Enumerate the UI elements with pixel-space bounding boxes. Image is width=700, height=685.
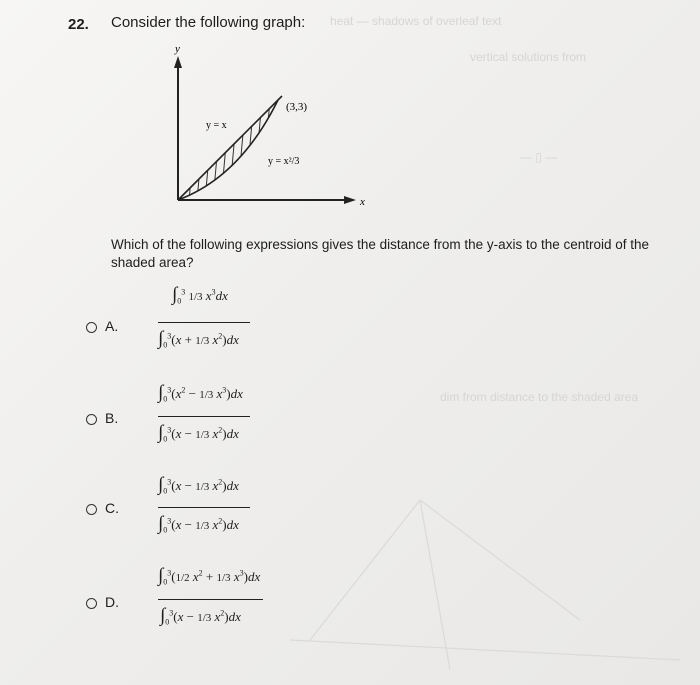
line-label: y = x [206,120,227,131]
option-c[interactable] [86,500,119,516]
option-c-fraction-bar [158,507,250,508]
question-number: 22. [68,16,89,33]
option-d-fraction-bar [158,599,263,600]
radio-b[interactable] [86,414,97,425]
option-c-letter: C. [105,500,119,516]
bleed-through-diagram [280,430,700,680]
x-axis-label: x [360,196,365,208]
y-axis-arrow [174,56,182,68]
option-c-denominator: $\int_0^3(x - 1/3$ $x^2)dx$ [158,513,239,535]
question-prompt: Which of the following expressions gives the distance from the y-axis to the centroid of the shaded area? [111,237,650,270]
radio-d[interactable] [86,598,97,609]
option-b-denominator: $\int_0^3(x - 1/3$ $x^2)dx$ [158,422,239,444]
point-label: (3,3) [286,101,308,113]
option-b-letter: B. [105,410,119,426]
option-d-letter: D. [105,594,119,610]
line-y-equals-x [178,96,282,200]
option-b-fraction-bar [158,416,250,417]
option-c-numerator: $\int_0^3(x - 1/3$ $x^2)dx$ [158,474,239,496]
option-a[interactable] [86,318,118,334]
option-d-numerator: $\int_0^3(1/2$ $x^2 + 1/3$ $x^3)dx$ [158,565,261,587]
curve-label: y = x²/3 [268,156,300,167]
radio-a[interactable] [86,322,97,333]
question-text: Consider the following graph: [111,14,306,31]
x-axis-arrow [344,196,356,204]
option-d[interactable] [86,594,119,610]
y-axis-label: y [175,43,180,55]
option-a-denominator: $\int_0^3(x + 1/3$ $x^2)dx$ [158,328,239,350]
option-a-fraction-bar [158,322,250,323]
radio-c[interactable] [86,504,97,515]
option-a-numerator: $\int_0^3$ 1/3 $x^3dx$ [172,284,228,306]
option-b-numerator: $\int_0^3(x^2 - 1/3$ $x^3)dx$ [158,382,243,404]
region-graph [150,40,380,220]
option-a-letter: A. [105,318,119,334]
option-b[interactable] [86,410,118,426]
option-d-denominator: $\int_0^3(x - 1/3$ $x^2)dx$ [160,605,241,627]
